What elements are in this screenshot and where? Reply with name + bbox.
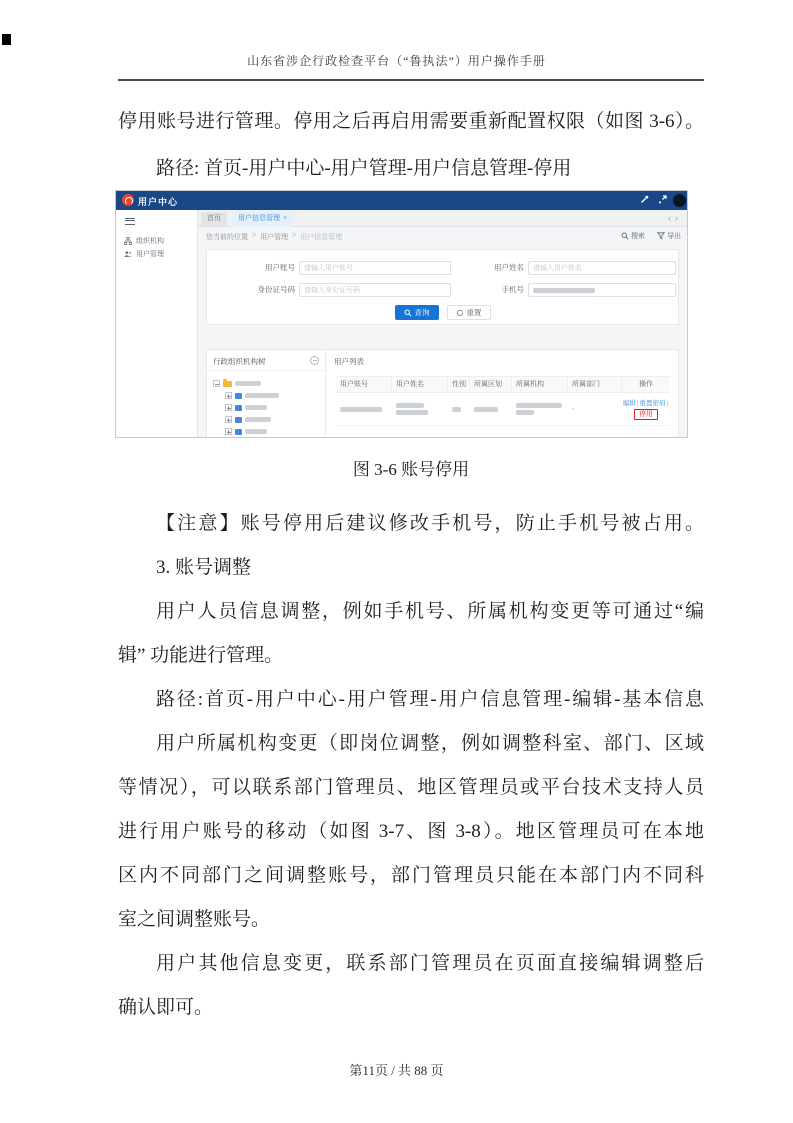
body-line: 区内不同部门之间调整账号，部门管理员只能在本部门内不同科 bbox=[118, 865, 704, 886]
avatar[interactable] bbox=[673, 194, 686, 207]
sidebar-item-org[interactable] bbox=[124, 236, 164, 246]
user-table bbox=[336, 376, 670, 426]
field-label: 手机号 bbox=[501, 285, 524, 294]
export-icon bbox=[657, 232, 665, 240]
fullscreen-icon[interactable] bbox=[658, 195, 667, 204]
org-node-icon bbox=[235, 429, 242, 435]
expand-icon[interactable] bbox=[225, 404, 232, 411]
redacted-text bbox=[235, 381, 261, 386]
table-header: 用户账号 用户姓名 性别 所属区划 所属机构 所属部门 操作 bbox=[336, 376, 670, 393]
body-line: 停用账号进行管理。停用之后再启用需要重新配置权限（如图 3-6）。 bbox=[118, 111, 704, 132]
field-label: 用户姓名 bbox=[494, 263, 524, 272]
redacted-text bbox=[245, 429, 267, 434]
reset-button[interactable]: 重置 bbox=[447, 305, 491, 320]
redacted-text bbox=[452, 407, 461, 412]
redacted-text bbox=[516, 410, 534, 415]
redacted-text bbox=[245, 405, 267, 410]
redacted-text bbox=[340, 407, 382, 412]
sidebar-item-label: 组织机构 bbox=[136, 238, 164, 245]
tree-item[interactable] bbox=[225, 416, 271, 423]
org-tree-panel bbox=[207, 350, 326, 438]
body-line: 3. 账号调整 bbox=[156, 557, 252, 578]
body-line: 用户人员信息调整，例如手机号、所属机构变更等可通过“编 bbox=[156, 601, 704, 622]
redacted-text bbox=[396, 403, 424, 408]
close-icon[interactable]: × bbox=[283, 215, 288, 222]
tab-next-icon[interactable]: › bbox=[675, 213, 682, 223]
org-node-icon bbox=[235, 405, 242, 411]
collapse-icon[interactable] bbox=[213, 380, 220, 387]
sidebar-item-user[interactable] bbox=[124, 249, 164, 259]
tree-root-item[interactable] bbox=[213, 380, 261, 387]
figure-screenshot bbox=[115, 190, 688, 438]
account-input[interactable] bbox=[299, 261, 451, 275]
body-line: 辑” 功能进行管理。 bbox=[118, 645, 284, 666]
search-icon bbox=[404, 309, 412, 317]
body-line: 路径: 首页-用户中心-用户管理-用户信息管理-停用 bbox=[156, 158, 572, 179]
body-line: 确认即可。 bbox=[118, 997, 214, 1018]
field-label: 身份证号码 bbox=[257, 285, 295, 294]
department-cell: - bbox=[572, 405, 575, 413]
edit-link[interactable]: 编辑 bbox=[622, 400, 636, 407]
phone-input[interactable] bbox=[528, 283, 676, 297]
body-line: 用户其他信息变更，联系部门管理员在页面直接编辑调整后 bbox=[156, 953, 704, 974]
redacted-text bbox=[245, 417, 271, 422]
tab-user-list[interactable]: 用户列表 bbox=[334, 357, 364, 366]
app-logo-icon bbox=[122, 194, 134, 206]
wrench-icon[interactable] bbox=[640, 195, 649, 204]
export-toolbar-button[interactable]: 导出 bbox=[657, 231, 681, 241]
header-divider bbox=[118, 79, 704, 81]
org-node-icon bbox=[235, 393, 242, 399]
body-line: 等情况），可以联系部门管理员、地区管理员或平台技术支持人员 bbox=[118, 777, 704, 798]
expand-icon[interactable] bbox=[225, 416, 232, 423]
sidebar-item-label: 用户管理 bbox=[136, 251, 164, 258]
app-title: 用户中心 bbox=[138, 197, 179, 207]
redacted-text bbox=[516, 403, 562, 408]
users-icon bbox=[124, 250, 132, 258]
body-line: 进行用户账号的移动（如图 3-7、图 3-8）。地区管理员可在本地 bbox=[118, 821, 704, 842]
tree-item[interactable] bbox=[225, 392, 279, 399]
body-line: 用户所属机构变更（即岗位调整，例如调整科室、部门、区域 bbox=[156, 733, 704, 754]
app-sidebar bbox=[116, 210, 198, 437]
scan-artifact bbox=[2, 34, 11, 45]
breadcrumb: 您当前的位置 > 用户管理 > 用户信息管理 bbox=[206, 232, 343, 241]
redacted-text bbox=[245, 393, 279, 398]
table-row[interactable]: - 编辑|重置密码| 停用 bbox=[336, 393, 670, 426]
org-chart-icon bbox=[124, 237, 132, 245]
figure-caption: 图 3-6 账号停用 bbox=[352, 460, 470, 479]
org-node-icon bbox=[235, 417, 242, 423]
body-line: 路径:首页-用户中心-用户管理-用户信息管理-编辑-基本信息 bbox=[156, 689, 704, 710]
reset-password-link[interactable]: 重置密码 bbox=[639, 400, 666, 407]
name-input[interactable] bbox=[528, 261, 676, 275]
app-topbar bbox=[116, 191, 687, 210]
search-toolbar-button[interactable]: 搜索 bbox=[621, 231, 645, 241]
disable-button-highlighted[interactable]: 停用 bbox=[634, 409, 658, 420]
tab-bar bbox=[198, 210, 687, 227]
body-line: 室之间调整账号。 bbox=[118, 909, 271, 930]
menu-toggle-icon[interactable] bbox=[125, 218, 135, 225]
tree-item[interactable] bbox=[225, 404, 267, 411]
tree-item[interactable] bbox=[225, 428, 267, 435]
body-line: 【注意】账号停用后建议修改手机号，防止手机号被占用。 bbox=[156, 513, 704, 534]
tab-prev-icon[interactable]: ‹ bbox=[668, 213, 675, 223]
redacted-text bbox=[474, 407, 498, 412]
search-icon bbox=[621, 232, 629, 240]
redacted-text bbox=[533, 288, 595, 293]
page-number: 第11页 / 共 88 页 bbox=[349, 1063, 444, 1078]
expand-icon[interactable] bbox=[225, 428, 232, 435]
query-button[interactable]: 查询 bbox=[395, 305, 439, 320]
field-label: 用户账号 bbox=[265, 263, 295, 272]
id-number-input[interactable] bbox=[299, 283, 451, 297]
tab-home[interactable]: 首页 bbox=[201, 212, 227, 227]
tab-user-info[interactable]: 用户信息管理 × bbox=[232, 212, 293, 227]
user-list-panel bbox=[326, 350, 678, 438]
tree-title: 行政组织机构树 bbox=[213, 357, 266, 366]
tree-collapse-icon[interactable] bbox=[310, 356, 319, 365]
search-form bbox=[206, 249, 679, 325]
folder-icon bbox=[223, 381, 232, 387]
expand-icon[interactable] bbox=[225, 392, 232, 399]
breadcrumb-bar bbox=[198, 227, 687, 245]
doc-header-title: 山东省涉企行政检查平台（“鲁执法”）用户操作手册 bbox=[247, 54, 546, 68]
redacted-text bbox=[396, 410, 428, 415]
refresh-icon bbox=[456, 309, 464, 317]
app-content bbox=[198, 210, 687, 437]
results-panel bbox=[206, 349, 679, 438]
